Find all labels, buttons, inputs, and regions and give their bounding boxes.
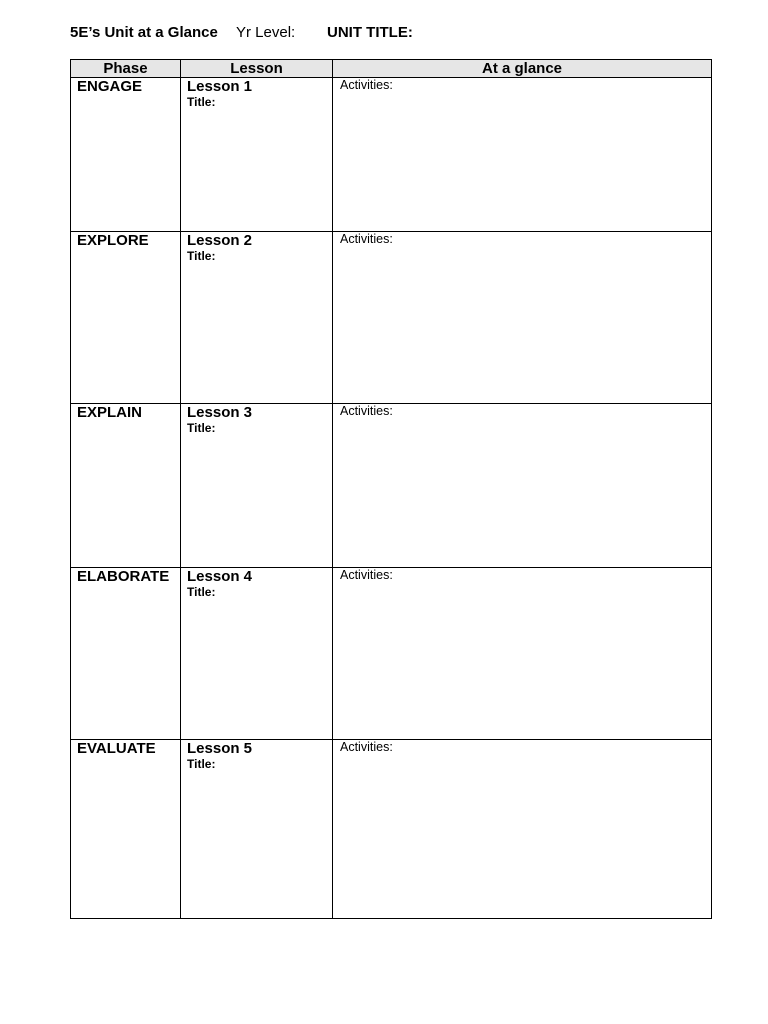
table-row — [71, 568, 712, 740]
phase-cell: ELABORATE — [71, 568, 181, 740]
lesson-name: Lesson 4 — [187, 568, 253, 585]
phase-cell: EXPLORE — [71, 232, 181, 404]
column-header-lesson: Lesson — [181, 60, 333, 78]
activities-cell[interactable] — [333, 404, 712, 568]
phase-cell: EXPLAIN — [71, 404, 181, 568]
table-row — [71, 404, 712, 568]
activities-label: Activities: — [340, 404, 393, 418]
table-row — [71, 232, 712, 404]
yr-level-label: Yr Level: — [236, 24, 296, 41]
activities-label: Activities: — [340, 568, 393, 582]
activities-label: Activities: — [340, 232, 393, 246]
phase-cell: ENGAGE — [71, 78, 181, 232]
activities-cell[interactable] — [333, 78, 712, 232]
unit-title-label: UNIT TITLE: — [327, 24, 413, 41]
activities-cell[interactable] — [333, 740, 712, 919]
lesson-cell[interactable] — [181, 404, 333, 568]
lesson-name: Lesson 5 — [187, 740, 253, 757]
lesson-cell[interactable] — [181, 232, 333, 404]
activities-cell[interactable] — [333, 568, 712, 740]
column-header-phase: Phase — [71, 60, 181, 78]
lesson-title-label: Title: — [187, 421, 216, 435]
lesson-title-label: Title: — [187, 249, 216, 263]
activities-label: Activities: — [340, 740, 393, 754]
table-header-row — [71, 60, 712, 78]
lesson-title-label: Title: — [187, 757, 216, 771]
table-row — [71, 740, 712, 919]
activities-label: Activities: — [340, 78, 393, 92]
unit-glance-table — [70, 59, 712, 919]
lesson-cell[interactable] — [181, 78, 333, 232]
column-header-at-a-glance: At a glance — [333, 60, 712, 78]
lesson-name: Lesson 1 — [187, 78, 253, 95]
lesson-cell[interactable] — [181, 740, 333, 919]
lesson-title-label: Title: — [187, 95, 216, 109]
activities-cell[interactable] — [333, 232, 712, 404]
lesson-title-label: Title: — [187, 585, 216, 599]
lesson-cell[interactable] — [181, 568, 333, 740]
document-title: 5E’s Unit at a Glance — [70, 24, 218, 41]
lesson-name: Lesson 2 — [187, 232, 253, 249]
lesson-name: Lesson 3 — [187, 404, 253, 421]
phase-cell: EVALUATE — [71, 740, 181, 919]
table-row — [71, 78, 712, 232]
